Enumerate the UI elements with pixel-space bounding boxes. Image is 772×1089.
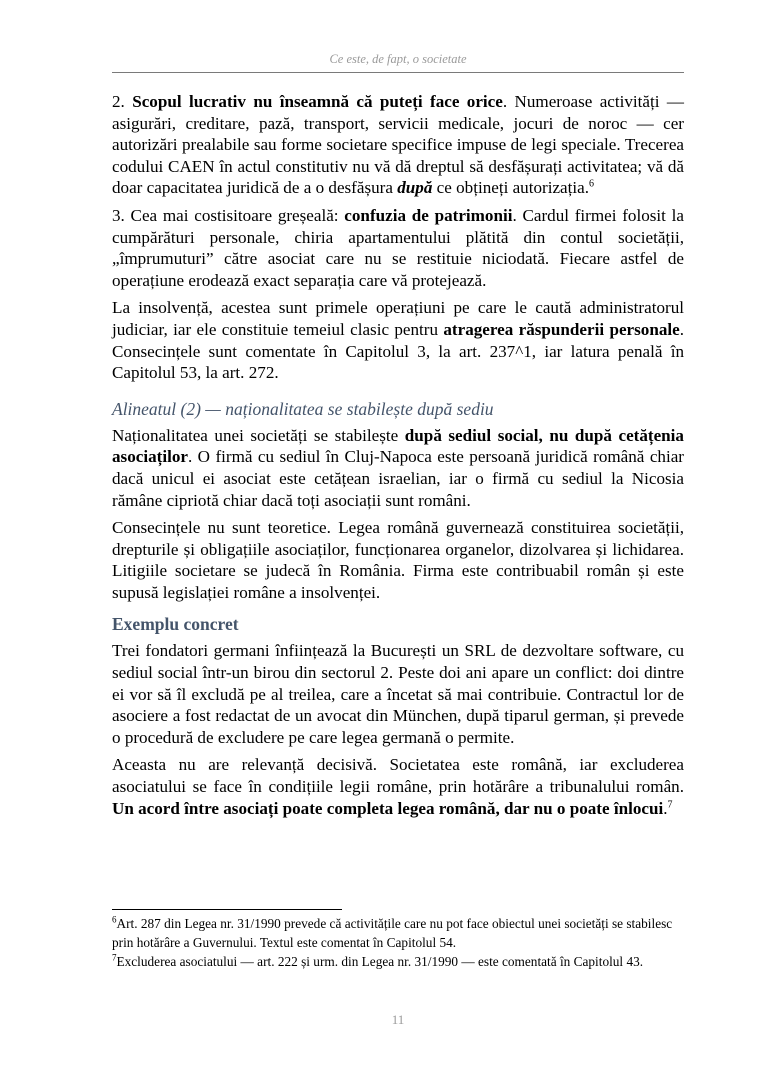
footnote-divider: [112, 909, 342, 910]
paragraph-text: La insolvență, acestea sunt primele operațiuni pe care le caută administratorul judiciar, iar ele constituie temeiul clasic pentru: [112, 298, 684, 339]
item-number: 2.: [112, 92, 133, 111]
footnote-7: [112, 952, 684, 971]
footnote-ref[interactable]: 7: [667, 798, 673, 810]
paragraph-item-3: [112, 205, 684, 291]
paragraph-text: . Numeroase activități — asigurări, creditare, pază, transport, servicii medicale, jocuri de noroc — cer autorizări prealabile sau forme societare specifice impuse de legi speciale. Trecerea codului CAEN în actul constitutiv nu vă dă dreptul să desfășurați activitatea; vă dă doar capacitatea juridică de a o desfășura: [112, 92, 684, 198]
paragraph-insolventa: [112, 297, 684, 383]
paragraph-text: . Consecințele sunt comentate în Capitolul 3, la art. 237^1, iar latura penală în Capitolul 53, la art. 272.: [112, 319, 684, 383]
section-heading-alineat: Alineatul (2) — naționalitatea se stabilește după sediu: [112, 398, 494, 419]
footnote-ref[interactable]: 6: [589, 178, 594, 190]
body-text: [112, 91, 684, 825]
paragraph-text: .: [663, 798, 668, 818]
footnote-number: 6: [112, 914, 117, 925]
paragraph-exemplu-2: [112, 754, 684, 819]
bold-phrase: Un acord între asociați poate completa legea română, dar nu o poate înlocui: [112, 798, 664, 818]
footnote-number: 7: [112, 952, 117, 963]
section-heading-exemplu: Exemplu concret: [112, 614, 239, 635]
paragraph-nationalitate: [112, 425, 684, 511]
paragraph-text: ce obțineți autorizația.: [432, 178, 589, 198]
bold-phrase: atragerea răspunderii personale: [443, 319, 680, 339]
bold-phrase: Scopul lucrativ nu înseamnă că puteți face orice: [132, 92, 503, 111]
footnote-6: [112, 914, 684, 952]
emphasis: după: [397, 178, 433, 198]
paragraph-text: . O firmă cu sediul în Cluj-Napoca este persoană juridică română chiar dacă unicul ei asociat este cetățean israelian, iar o firmă cu sediul la Nicosia rămâne cipriotă chiar dacă toți asociații sunt români.: [112, 447, 684, 510]
paragraph-text: . Cardul firmei folosit la cumpărături personale, chiria apartamentului plătită din contul societății, „împrumuturi” către asociat care nu se restituie niciodată. Fiecare astfel de operațiune erodează exact separația care vă protejează.: [112, 205, 684, 290]
footnote-text: Art. 287 din Legea nr. 31/1990 prevede că activitățile care nu pot face obiectul unei societăți se stabilesc prin hotărâre a Guvernului. Textul este comentat în Capitolul 54.: [112, 916, 673, 950]
paragraph-text: 3. Cea mai costisitoare greșeală:: [112, 205, 345, 225]
footnote-text: Excluderea asociatului — art. 222 și urm. din Legea nr. 31/1990 — este comentată în Capitolul 43.: [116, 954, 644, 969]
paragraph-text: Aceasta nu are relevanță decisivă. Societatea este română, iar excluderea asociatului se face în condițiile legii române, prin hotărâre a tribunalului român.: [112, 755, 684, 797]
paragraph-exemplu-1: Trei fondatori germani înființează la București un SRL de dezvoltare software, cu sediul social într-un birou din sectorul 2. Peste doi ani apare un conflict: doi dintre ei vor să îl excludă pe al treilea, care a încetat să mai contribuie. Contractul lor de asociere a fost redactat de un avocat din München, după tiparul german, și prevede o procedură de excludere pe care legea germană o permite.: [112, 641, 684, 747]
bold-phrase: după sediul social, nu după cetățenia asociaților: [112, 425, 684, 467]
header-divider: [112, 72, 684, 73]
paragraph-text: Naționalitatea unei societăți se stabilește: [112, 425, 405, 445]
footnotes: [112, 914, 684, 971]
paragraph-item-2: [112, 91, 684, 199]
bold-phrase: confuzia de patrimonii: [344, 205, 513, 225]
page-number: 11: [391, 1012, 405, 1027]
paragraph-consecinte: Consecințele nu sunt teoretice. Legea română guvernează constituirea societății, drepturile și obligațiile asociaților, funcționarea organelor, dizolvarea și lichidarea. Litigiile societare se judecă în România. Firma este contribuabil român și este supusă legislației române a insolvenței.: [112, 518, 684, 602]
running-header: Ce este, de fapt, o societate: [329, 52, 467, 66]
